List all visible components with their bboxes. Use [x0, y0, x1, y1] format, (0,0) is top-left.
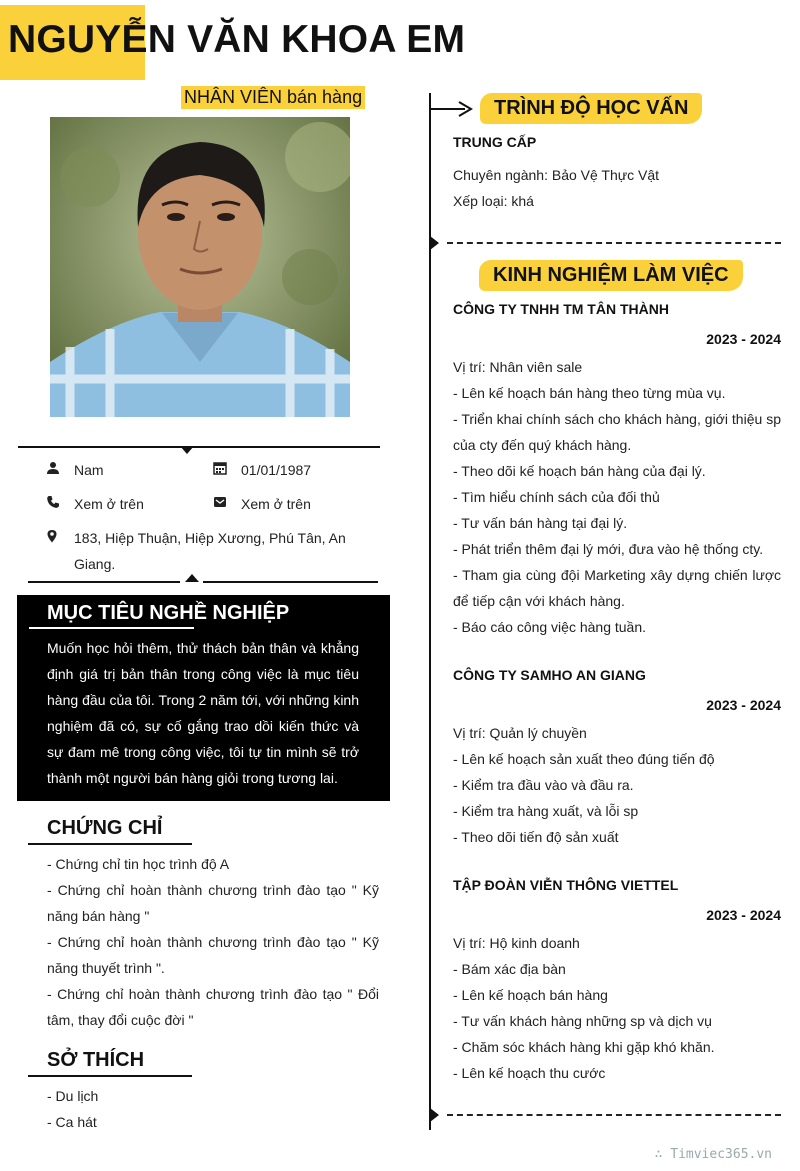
calendar-icon — [213, 461, 227, 475]
address-line-1: 183, Hiệp Thuận, Hiệp Xương, Phú Tân, An — [74, 530, 346, 546]
gender-value: Nam — [74, 462, 104, 478]
watermark-logo-icon: ∴ — [654, 1147, 671, 1162]
address-line-2: Giang. — [74, 556, 116, 572]
job-line: - Kiểm tra hàng xuất, và lỗi sp — [453, 803, 639, 819]
job-line: Vị trí: Nhân viên sale — [453, 359, 583, 375]
candidate-name: NGUYỄN VĂN KHOA EM — [8, 18, 466, 61]
divider-arrow-up — [185, 574, 199, 582]
job-line: - Tư vấn khách hàng những sp và dịch vụ — [453, 1013, 712, 1029]
section-dashed-divider — [447, 242, 781, 244]
job-company: CÔNG TY SAMHO AN GIANG — [453, 667, 646, 683]
job-line: - Tham gia cùng đội Marketing xây dựng chiến lược để tiếp cận với khách hàng. — [453, 567, 781, 609]
certificates-underline — [28, 843, 192, 845]
hobby-item: - Ca hát — [47, 1114, 97, 1130]
education-rank: Xếp loại: khá — [453, 193, 534, 209]
watermark — [655, 1147, 772, 1162]
job-line: - Chăm sóc khách hàng khi gặp khó khăn. — [453, 1039, 715, 1055]
certificate-item: - Chứng chỉ tin học trình độ A — [47, 856, 230, 872]
timeline-marker — [430, 236, 439, 250]
job-line: - Tư vấn bán hàng tại đại lý. — [453, 515, 628, 531]
job-line: - Lên kế hoạch sản xuất theo đúng tiến độ — [453, 751, 715, 767]
job-line: - Phát triển thêm đại lý mới, đưa vào hệ thống cty. — [453, 541, 764, 557]
job-line: - Triển khai chính sách cho khách hàng, giới thiệu sp của cty đến quý khách hàng. — [453, 411, 781, 453]
info-bottom-divider-left — [28, 581, 180, 583]
phone-value: Xem ở trên — [74, 496, 144, 512]
job-line: - Theo dõi kế hoạch bán hàng của đại lý. — [453, 463, 706, 479]
job-line: - Theo dõi tiến độ sản xuất — [453, 829, 619, 845]
job-line: - Kiểm tra đầu vào và đầu ra. — [453, 777, 634, 793]
job-line: - Lên kế hoạch bán hàng theo từng mùa vụ. — [453, 385, 726, 401]
watermark-text: Timviec365.vn — [670, 1147, 772, 1162]
job-period: 2023 - 2024 — [706, 907, 781, 923]
education-major: Chuyên ngành: Bảo Vệ Thực Vật — [453, 167, 660, 183]
job-line: - Tìm hiểu chính sách của đối thủ — [453, 489, 660, 505]
experience-title — [479, 260, 743, 291]
job-line: - Lên kế hoạch bán hàng — [453, 987, 608, 1003]
phone-icon — [46, 495, 60, 509]
job-period: 2023 - 2024 — [706, 697, 781, 713]
hobbies-title: SỞ THÍCH — [47, 1049, 145, 1071]
job-line: - Báo cáo công việc hàng tuần. — [453, 619, 647, 635]
certificates-title: CHỨNG CHỈ — [47, 817, 163, 839]
career-objective-section — [17, 595, 390, 801]
email-icon — [213, 495, 227, 509]
divider-arrow-down — [180, 446, 194, 454]
job-line: Vị trí: Hộ kinh doanh — [453, 935, 580, 951]
job-line: Vị trí: Quản lý chuyền — [453, 725, 587, 741]
certificate-item: - Chứng chỉ hoàn thành chương trình đào tạo " Đổi tâm, thay đổi cuộc đời " — [47, 986, 379, 1028]
career-objective-title: MỤC TIÊU NGHỀ NGHIỆP — [47, 602, 290, 624]
certificate-item: - Chứng chỉ hoàn thành chương trình đào tạo " Kỹ năng thuyết trình ". — [47, 934, 379, 976]
person-icon — [46, 461, 60, 475]
birthday-value: 01/01/1987 — [241, 462, 312, 478]
hobby-item: - Du lịch — [47, 1088, 99, 1104]
education-title-text: TRÌNH ĐỘ HỌC VẤN — [494, 97, 689, 119]
timeline-marker — [430, 1108, 439, 1122]
timeline-arrow-icon — [429, 101, 473, 117]
career-objective-text: Muốn học hỏi thêm, thử thách bản thân và khẳng định giá trị bản thân trong công việc là mục tiêu hàng đầu của tôi. Trong 2 năm tới, với những kinh nghiệm đã có, sự cố gắng trao dồi kiến thức và sự đam mê trong công việc, tôi tự tin mình sẽ trở thành một người bán hàng giỏi trong tương lai. — [47, 640, 359, 786]
job-period: 2023 - 2024 — [706, 331, 781, 347]
info-top-divider — [18, 446, 380, 448]
info-bottom-divider-right — [203, 581, 378, 583]
hobbies-underline — [28, 1075, 192, 1077]
job-line: - Lên kế hoạch thu cước — [453, 1065, 606, 1081]
education-title — [480, 93, 702, 124]
section-dashed-divider — [447, 1114, 781, 1116]
job-company: TẬP ĐOÀN VIỄN THÔNG VIETTEL — [453, 877, 679, 893]
certificate-item: - Chứng chỉ hoàn thành chương trình đào tạo " Kỹ năng bán hàng " — [47, 882, 379, 924]
job-company: CÔNG TY TNHH TM TÂN THÀNH — [453, 301, 669, 317]
job-line: - Bám xác địa bàn — [453, 961, 566, 977]
job-position: NHÂN VIÊN bán hàng — [181, 86, 365, 109]
education-level: TRUNG CẤP — [453, 134, 537, 150]
email-value: Xem ở trên — [241, 496, 311, 512]
profile-photo — [50, 117, 350, 417]
experience-title-text: KINH NGHIỆM LÀM VIỆC — [493, 264, 729, 286]
career-objective-underline — [29, 627, 194, 629]
location-icon — [45, 529, 59, 543]
